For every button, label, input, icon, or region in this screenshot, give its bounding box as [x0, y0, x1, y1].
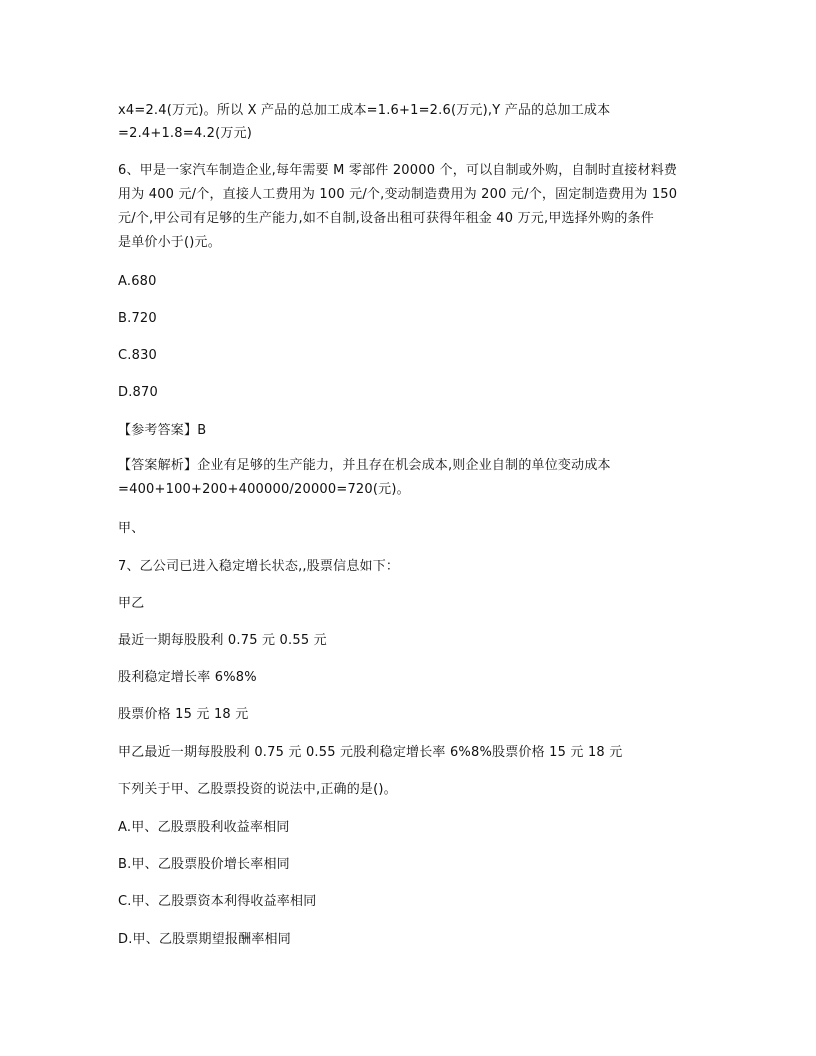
q6-option-d: D.870	[118, 385, 158, 400]
stray-text: 甲、	[118, 521, 145, 536]
q7-table-line-4: 股票价格 15 元 18 元	[118, 707, 249, 722]
q7-table-line-5: 甲乙最近一期每股股利 0.75 元 0.55 元股利稳定增长率 6%8%股票价格 15 元 18 元	[118, 745, 623, 760]
prev-answer-line-1: x4=2.4(万元)。所以 X 产品的总加工成本=1.6+1=2.6(万元),Y 产品的总加工成本	[118, 103, 611, 118]
q7-table-line-2: 最近一期每股股利 0.75 元 0.55 元	[118, 633, 327, 648]
q7-option-b: B.甲、乙股票股价增长率相同	[118, 857, 290, 872]
q7-question: 下列关于甲、乙股票投资的说法中,正确的是()。	[118, 782, 397, 797]
q7-option-a: A.甲、乙股票股利收益率相同	[118, 820, 290, 835]
q6-option-a: A.680	[118, 274, 157, 289]
q7-table-line-1: 甲乙	[118, 596, 145, 611]
q6-option-c: C.830	[118, 348, 158, 363]
q6-option-b: B.720	[118, 311, 157, 326]
q6-analysis-line-2: =400+100+200+400000/20000=720(元)。	[118, 482, 410, 497]
question-6-line-1: 6、甲是一家汽车制造企业,每年需要 M 零部件 20000 个，可以自制或外购，自制时直接材料费	[118, 163, 678, 178]
question-7-stem: 7、乙公司已进入稳定增长状态,,股票信息如下：	[118, 559, 400, 574]
q6-answer: 【参考答案】B	[118, 423, 207, 438]
question-6-line-3: 元/个,甲公司有足够的生产能力,如不自制,设备出租可获得年租金 40 万元,甲选择外购的条件	[118, 211, 654, 226]
prev-answer-line-2: =2.4+1.8=4.2(万元)	[118, 126, 253, 141]
question-6-line-4: 是单价小于()元。	[118, 235, 221, 250]
q7-option-d: D.甲、乙股票期望报酬率相同	[118, 932, 291, 947]
q6-analysis-line-1: 【答案解析】企业有足够的生产能力，并且存在机会成本,则企业自制的单位变动成本	[118, 458, 611, 473]
q7-option-c: C.甲、乙股票资本利得收益率相同	[118, 894, 317, 909]
question-6-line-2: 用为 400 元/个，直接人工费用为 100 元/个,变动制造费用为 200 元/个，固定制造费用为 150	[118, 187, 678, 202]
q7-table-line-3: 股利稳定增长率 6%8%	[118, 670, 257, 685]
